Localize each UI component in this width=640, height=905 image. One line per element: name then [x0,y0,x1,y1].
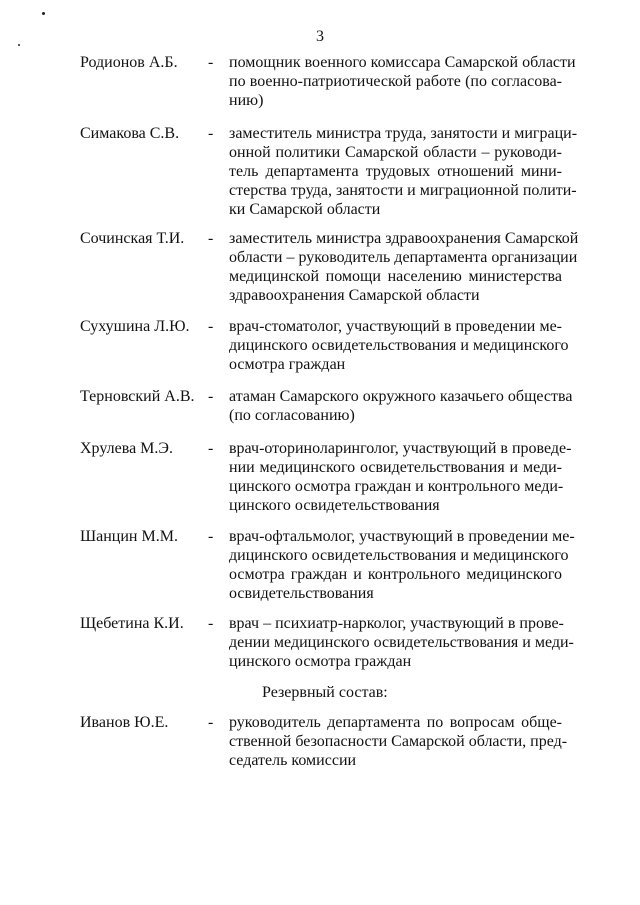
member-name: Сочинская Т.И. [80,230,185,247]
description-line: врач – психиатр-нарколог, участвующий в прове- [229,615,564,632]
member-name: Симакова С.В. [80,125,180,142]
member-dash: - [208,714,214,731]
description-line: стерства труда, занятости и миграционной полити- [229,182,577,199]
description-line: руководитель департамента по вопросам обще- [229,714,562,731]
description-line: врач-оториноларинголог, участвующий в проведе- [229,440,572,457]
description-line: дении медицинского освидетельствования и меди- [229,634,574,651]
page-number: 3 [316,28,324,45]
member-name: Сухушина Л.Ю. [80,318,190,335]
description-line: врач-офтальмолог, участвующий в проведении ме- [229,528,575,545]
description-line: цинского осмотра граждан [229,653,412,670]
description-line: заместитель министра здравоохранения Самарской [229,230,579,247]
scan-speck [42,12,45,15]
description-line: помощник военного комиссара Самарской области [229,54,576,71]
member-dash: - [208,615,214,632]
member-dash: - [208,230,214,247]
description-line: нию) [229,92,264,109]
description-line: области – руководитель департамента организации [229,249,578,266]
member-dash: - [208,440,214,457]
member-description [229,713,568,770]
member-name: Терновский А.В. [80,388,195,405]
description-line: медицинской помощи населению министерства [229,268,562,285]
member-description [229,229,579,305]
member-dash: - [208,528,214,545]
description-line: освидетельствования [229,585,374,602]
description-line: атаман Самарского окружного казачьего общества [229,388,573,405]
member-description [229,317,569,374]
member-name: Шанцин М.М. [80,528,178,545]
description-line: здравоохранения Самарской области [229,287,480,304]
member-description [229,53,576,110]
description-line: ки Самарской области [229,201,381,218]
description-line: дицинского освидетельствования и медицинского [229,547,569,564]
member-description [229,439,572,515]
description-line: цинского осмотра граждан и контрольного меди- [229,478,564,495]
member-name: Иванов Ю.Е. [80,714,169,731]
description-line: тель департамента трудовых отношений мини- [229,163,562,180]
member-description [229,614,574,671]
description-line: осмотра граждан [229,356,346,373]
member-name: Родионов А.Б. [80,54,178,71]
member-description [229,124,578,219]
member-dash: - [208,318,214,335]
member-name: Хрулева М.Э. [80,440,173,457]
member-description [229,387,573,425]
description-line: ственной безопасности Самарской области, пред- [229,733,568,750]
reserve-heading: Резервный состав: [262,684,388,701]
member-dash: - [208,125,214,142]
member-dash: - [208,54,214,71]
member-description [229,527,575,603]
description-line: нии медицинского освидетельствования и меди- [229,459,562,476]
member-name: Щебетина К.И. [80,615,184,632]
description-line: осмотра граждан и контрольного медицинского [229,566,562,583]
description-line: цинского освидетельствования [229,497,440,514]
description-line: седатель комиссии [229,752,357,769]
description-line: дицинского освидетельствования и медицинского [229,337,569,354]
description-line: заместитель министра труда, занятости и миграци- [229,125,578,142]
description-line: по военно-патриотической работе (по согласова- [229,73,562,90]
member-dash: - [208,388,214,405]
description-line: (по согласованию) [229,407,355,424]
description-line: онной политики Самарской области – руководи- [229,144,562,161]
description-line: врач-стоматолог, участвующий в проведении ме- [229,318,562,335]
